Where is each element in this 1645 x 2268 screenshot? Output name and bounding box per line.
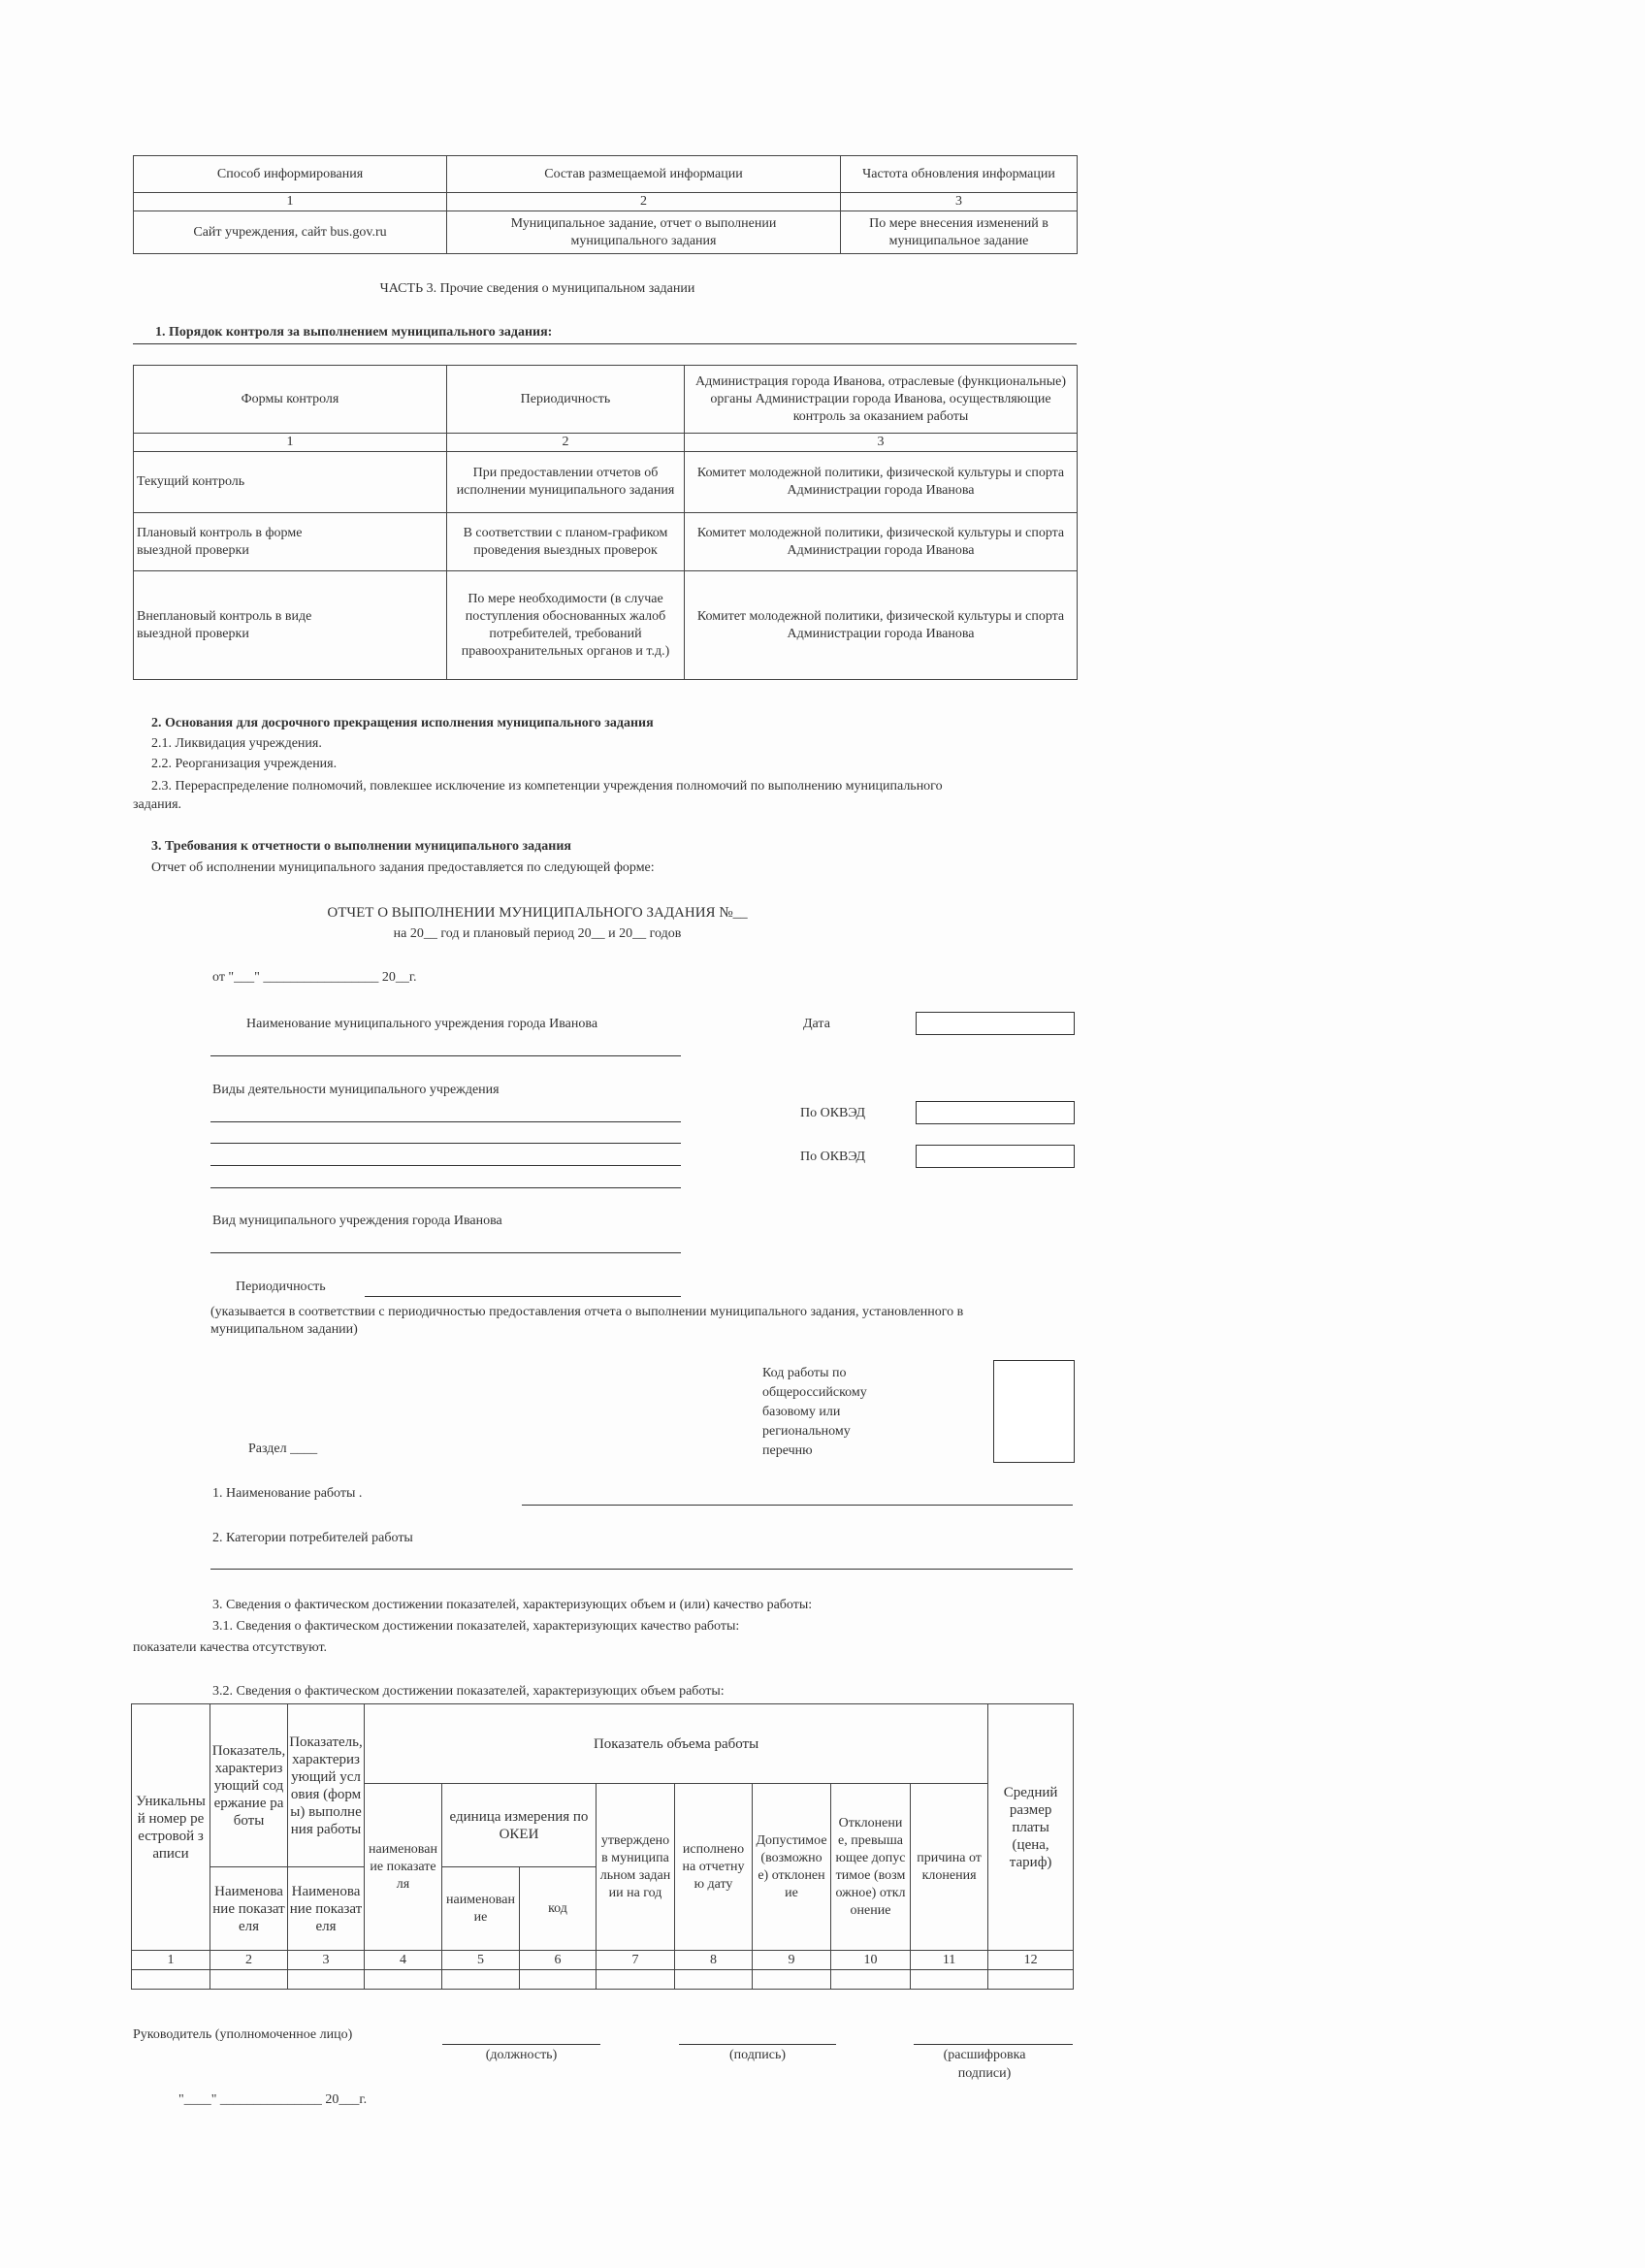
header-cell: единица измерения по ОКЕИ [442, 1784, 597, 1867]
table-cell: Внеплановый контроль в виде выездной проверки [134, 571, 447, 680]
decode-caption: (расшифровка подписи) [943, 2048, 1026, 2081]
header-cell: Средний размер платы (цена, тариф) [988, 1704, 1074, 1951]
input-cell[interactable] [831, 1970, 911, 1990]
section3-title: 3. Требования к отчетности о выполнении муниципального задания [151, 839, 571, 854]
input-cell[interactable] [988, 1970, 1074, 1990]
work-name-field[interactable] [522, 1505, 1073, 1506]
table-cell: При предоставлении отчетов об исполнении муниципального задания [447, 452, 685, 513]
input-cell[interactable] [288, 1970, 365, 1990]
work-code-field[interactable] [993, 1360, 1075, 1463]
header-cell: причина отклонения [911, 1784, 988, 1951]
header-cell: Способ информирования [134, 156, 447, 193]
number-cell: 2 [210, 1951, 288, 1970]
table-cell: По мере необходимости (в случае поступления обоснованных жалоб потребителей, требований правоохранительных органов и т.д.) [447, 571, 685, 680]
header-cell: Показатель, характеризующий условия (формы) выполнения работы [288, 1704, 365, 1867]
header-cell: Частота обновления информации [841, 156, 1078, 193]
header-cell: Наименование показателя [210, 1867, 288, 1951]
input-cell[interactable] [365, 1970, 442, 1990]
input-cell[interactable] [753, 1970, 831, 1990]
activities-field-line[interactable] [210, 1121, 681, 1122]
section2-item: 2.3. Перераспределение полномочий, повлекшее исключение из компетенции учреждения полномочий по выполнению муниципального [151, 779, 943, 794]
header-cell: Формы контроля [134, 366, 447, 434]
volume-table [131, 1703, 1074, 1990]
number-cell: 6 [520, 1951, 597, 1970]
report-title: ОТЧЕТ О ВЫПОЛНЕНИИ МУНИЦИПАЛЬНОГО ЗАДАНИЯ №__ [327, 905, 748, 921]
header-cell: Состав размещаемой информации [447, 156, 841, 193]
part3-title: ЧАСТЬ 3. Прочие сведения о муниципальном задании [379, 281, 695, 296]
header-cell: Отклонение, превышающее допустимое (возможное) отклонение [831, 1784, 911, 1951]
section3-intro: Отчет об исполнении муниципального задания предоставляется по следующей форме: [151, 860, 655, 875]
sign-caption: (подпись) [728, 2048, 787, 2062]
paragraph-3: 3. Сведения о фактическом достижении показателей, характеризующих объем и (или) качество работы: [212, 1598, 813, 1612]
header-cell: код [520, 1867, 597, 1951]
header-cell: наименование показателя [365, 1784, 442, 1951]
number-cell: 3 [685, 434, 1078, 452]
input-cell[interactable] [210, 1970, 288, 1990]
table-cell: Сайт учреждения, сайт bus.gov.ru [134, 211, 447, 254]
signature-date: "____" _______________ 20___г. [178, 2092, 368, 2107]
position-caption: (должность) [485, 2048, 558, 2062]
signature-head-label: Руководитель (уполномоченное лицо) [133, 2027, 353, 2042]
input-cell[interactable] [675, 1970, 753, 1990]
work-code-label: Код работы по общероссийскому базовому или региональному перечню [762, 1366, 867, 1458]
section2-item: 2.1. Ликвидация учреждения. [151, 736, 322, 751]
consumers-field[interactable] [210, 1569, 1073, 1570]
table-cell: Комитет молодежной политики, физической культуры и спорта Администрации города Иванова [685, 452, 1078, 513]
header-cell: Показатель объема работы [365, 1704, 988, 1784]
section2-item: задания. [133, 797, 182, 812]
header-cell: Уникальный номер реестровой записи [132, 1704, 210, 1951]
header-cell: исполнено на отчетную дату [675, 1784, 753, 1951]
table-cell: Муниципальное задание, отчет о выполнении муниципального задания [447, 211, 841, 254]
okved-field[interactable] [916, 1101, 1075, 1124]
date-field[interactable] [916, 1012, 1075, 1035]
paragraph-3-1-note: показатели качества отсутствуют. [133, 1640, 328, 1655]
table-cell: Текущий контроль [134, 452, 447, 513]
paragraph-3-1: 3.1. Сведения о фактическом достижении показателей, характеризующих качество работы: [212, 1619, 740, 1634]
number-cell: 4 [365, 1951, 442, 1970]
okved-field[interactable] [916, 1145, 1075, 1168]
periodicity-note: (указывается в соответствии с периодичностью предоставления отчета о выполнении муниципального задания, установленного в [210, 1305, 964, 1319]
section1-title: 1. Порядок контроля за выполнением муниципального задания: [155, 325, 553, 340]
header-cell: Наименование показателя [288, 1867, 365, 1951]
number-cell: 2 [447, 434, 685, 452]
report-date-line: от "___" _________________ 20__г. [212, 970, 417, 985]
divider [133, 343, 1077, 344]
number-cell: 1 [132, 1951, 210, 1970]
number-cell: 11 [911, 1951, 988, 1970]
header-cell: Администрация города Иванова, отраслевые (функциональные) органы Администрации города Иванова, осуществляющие контроль за оказанием работы [685, 366, 1078, 434]
header-cell: утверждено в муниципальном задании на год [597, 1784, 675, 1951]
table-cell: В соответствии с планом-графиком проведения выездных проверок [447, 513, 685, 571]
header-cell: Допустимое (возможное) отклонение [753, 1784, 831, 1951]
info-table [133, 155, 1078, 254]
section2-title: 2. Основания для досрочного прекращения исполнения муниципального задания [151, 716, 654, 730]
input-cell[interactable] [132, 1970, 210, 1990]
number-cell: 5 [442, 1951, 520, 1970]
number-cell: 8 [675, 1951, 753, 1970]
institution-type-field[interactable] [210, 1252, 681, 1253]
institution-name-field[interactable] [210, 1055, 681, 1056]
institution-type-label: Вид муниципального учреждения города Иванова [212, 1214, 502, 1228]
table-cell: Плановый контроль в форме выездной проверки [134, 513, 447, 571]
table-cell: По мере внесения изменений в муниципальное задание [841, 211, 1078, 254]
activities-label: Виды деятельности муниципального учреждения [212, 1083, 500, 1097]
okved-label: По ОКВЭД [800, 1106, 866, 1120]
input-cell[interactable] [520, 1970, 597, 1990]
sign-field[interactable] [679, 2044, 836, 2045]
number-cell: 10 [831, 1951, 911, 1970]
section2-item: 2.2. Реорганизация учреждения. [151, 757, 338, 771]
number-cell: 1 [134, 193, 447, 211]
header-cell: наименование [442, 1867, 520, 1951]
input-cell[interactable] [911, 1970, 988, 1990]
activities-field-line[interactable] [210, 1187, 681, 1188]
periodicity-note: муниципальном задании) [210, 1322, 358, 1337]
header-cell: Показатель, характеризующий содержание работы [210, 1704, 288, 1867]
input-cell[interactable] [442, 1970, 520, 1990]
okved-label: По ОКВЭД [800, 1150, 866, 1164]
number-cell: 9 [753, 1951, 831, 1970]
section-label: Раздел ____ [248, 1442, 318, 1456]
number-cell: 2 [447, 193, 841, 211]
table-cell: Комитет молодежной политики, физической культуры и спорта Администрации города Иванова [685, 571, 1078, 680]
periodicity-label: Периодичность [236, 1280, 326, 1294]
work-name-label: 1. Наименование работы . [212, 1486, 363, 1501]
institution-label: Наименование муниципального учреждения города Иванова [246, 1017, 598, 1031]
paragraph-3-2: 3.2. Сведения о фактическом достижении показателей, характеризующих объем работы: [212, 1684, 725, 1699]
number-cell: 1 [134, 434, 447, 452]
activities-field-line[interactable] [210, 1143, 681, 1144]
position-field[interactable] [442, 2044, 600, 2045]
consumers-label: 2. Категории потребителей работы [212, 1531, 413, 1545]
input-cell[interactable] [597, 1970, 675, 1990]
report-subtitle: на 20__ год и плановый период 20__ и 20__ годов [393, 926, 682, 941]
number-cell: 7 [597, 1951, 675, 1970]
number-cell: 3 [288, 1951, 365, 1970]
header-cell: Периодичность [447, 366, 685, 434]
activities-field-line[interactable] [210, 1165, 681, 1166]
decode-field[interactable] [914, 2044, 1073, 2045]
periodicity-field[interactable] [365, 1296, 681, 1297]
number-cell: 12 [988, 1951, 1074, 1970]
control-table [133, 365, 1078, 680]
date-label: Дата [803, 1017, 830, 1031]
number-cell: 3 [841, 193, 1078, 211]
table-cell: Комитет молодежной политики, физической культуры и спорта Администрации города Иванова [685, 513, 1078, 571]
